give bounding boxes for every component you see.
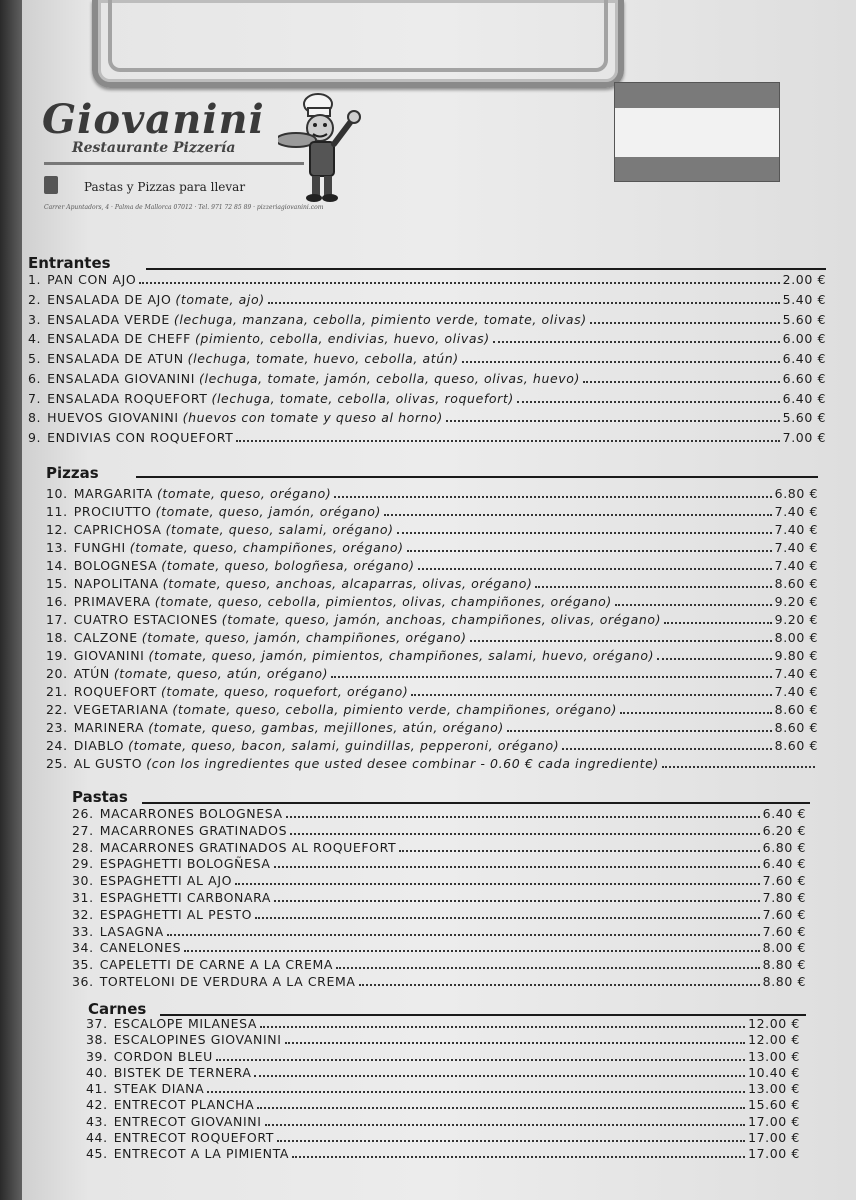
menu-item-price: 10.40 € bbox=[748, 1064, 800, 1080]
menu-item-price: 5.40 € bbox=[782, 291, 826, 307]
page-edge-shadow bbox=[0, 0, 22, 1200]
menu-item bbox=[28, 292, 826, 307]
menu-item bbox=[28, 312, 826, 327]
menu-item-number: 38. bbox=[86, 1032, 108, 1048]
menu-item-price: 5.60 € bbox=[782, 311, 826, 327]
menu-item-name: ESCALOPINES GIOVANINI bbox=[113, 1032, 282, 1048]
menu-item-price: 6.40 € bbox=[782, 390, 826, 406]
menu-item-name: PROCIUTTO bbox=[73, 504, 152, 519]
menu-item bbox=[28, 351, 826, 366]
menu-item-description: (tomate, queso, jamón, anchoas, champiñones, olivas, orégano) bbox=[221, 612, 662, 627]
menu-item-name: MACARRONES BOLOGNESA bbox=[99, 806, 283, 821]
dot-leader bbox=[615, 594, 772, 606]
menu-item bbox=[46, 738, 818, 753]
menu-item-number: 7. bbox=[28, 390, 42, 406]
menu-item-price: 6.40 € bbox=[762, 806, 806, 821]
menu-item-number: 20. bbox=[46, 666, 68, 681]
menu-item-number: 18. bbox=[46, 630, 68, 645]
menu-item bbox=[72, 856, 806, 871]
spanish-flag-icon bbox=[614, 82, 780, 182]
menu-item-price: 8.60 € bbox=[774, 720, 818, 735]
menu-item-name: DIABLO bbox=[73, 738, 125, 753]
dot-leader bbox=[359, 974, 760, 986]
menu-item-description: (con los ingredientes que usted desee combinar - 0.60 € cada ingrediente) bbox=[146, 756, 659, 771]
menu-item-number: 15. bbox=[46, 576, 68, 591]
brand-subtitle: Restaurante Pizzería bbox=[72, 140, 236, 156]
menu-item-name: MARGARITA bbox=[73, 486, 153, 501]
menu-item-name: ENSALADA ROQUEFORT bbox=[47, 390, 208, 406]
dot-leader bbox=[493, 331, 780, 343]
menu-item-price: 9.20 € bbox=[774, 594, 818, 609]
menu-item-name: ENSALADA DE AJO bbox=[47, 291, 172, 307]
menu-item-price: 8.60 € bbox=[774, 576, 818, 591]
brand-name: Giovanini bbox=[42, 96, 265, 143]
dot-leader bbox=[254, 1065, 745, 1077]
menu-item-name: ENDIVIAS CON ROQUEFORT bbox=[47, 430, 234, 445]
menu-item-price: 7.40 € bbox=[774, 504, 818, 519]
menu-item bbox=[86, 1097, 800, 1112]
menu-item-price: 8.00 € bbox=[774, 630, 818, 645]
menu-item bbox=[86, 1016, 800, 1031]
menu-item-number: 44. bbox=[86, 1129, 108, 1145]
menu-item-name: CALZONE bbox=[73, 630, 138, 645]
menu-item bbox=[28, 410, 826, 425]
dot-leader bbox=[507, 720, 772, 732]
menu-item-description: (tomate, queso, roquefort, orégano) bbox=[160, 684, 409, 699]
dot-leader bbox=[292, 1146, 745, 1158]
menu-item-number: 30. bbox=[72, 873, 94, 889]
menu-item bbox=[46, 486, 818, 501]
menu-item-description: (tomate, queso, anchoas, alcaparras, olivas, orégano) bbox=[162, 576, 533, 591]
menu-item-price: 6.40 € bbox=[782, 351, 826, 366]
menu-item-name: MARINERA bbox=[73, 720, 145, 735]
dot-leader bbox=[418, 558, 772, 570]
menu-item-number: 45. bbox=[86, 1146, 108, 1161]
menu-item-description: (tomate, queso, salami, orégano) bbox=[165, 522, 394, 537]
dot-leader bbox=[265, 1114, 746, 1126]
menu-item-name: MACARRONES GRATINADOS bbox=[99, 822, 288, 838]
menu-item bbox=[28, 331, 826, 346]
menu-item-name: ESPAGHETTI AL PESTO bbox=[99, 906, 253, 922]
menu-item-price: 13.00 € bbox=[748, 1081, 800, 1096]
dot-leader bbox=[235, 873, 760, 885]
menu-item-number: 4. bbox=[28, 331, 42, 347]
menu-item-price: 9.20 € bbox=[774, 612, 818, 627]
menu-item-price: 6.20 € bbox=[762, 822, 806, 838]
menu-item-name: ENSALADA GIOVANINI bbox=[47, 370, 196, 386]
menu-item bbox=[72, 974, 806, 989]
menu-item bbox=[86, 1130, 800, 1145]
menu-item-price: 17.00 € bbox=[748, 1146, 800, 1161]
menu-item-name: ENSALADA DE ATUN bbox=[47, 351, 184, 366]
menu-item-price: 6.80 € bbox=[774, 486, 818, 501]
menu-item-price: 6.40 € bbox=[762, 856, 806, 872]
menu-item-number: 26. bbox=[72, 806, 94, 821]
dot-leader bbox=[257, 1097, 745, 1109]
menu-item-description: (pimiento, cebolla, endivias, huevo, olivas) bbox=[194, 331, 490, 347]
menu-item-number: 14. bbox=[46, 558, 68, 573]
menu-item-name: STEAK DIANA bbox=[113, 1081, 205, 1096]
menu-item-name: ENTRECOT A LA PIMIENTA bbox=[113, 1146, 289, 1161]
menu-item-price: 7.40 € bbox=[774, 540, 818, 555]
takeaway-icon bbox=[44, 176, 58, 194]
menu-item-number: 8. bbox=[28, 410, 42, 426]
menu-item-number: 31. bbox=[72, 890, 94, 905]
menu-item-number: 32. bbox=[72, 906, 94, 922]
menu-item-description: (lechuga, tomate, jamón, cebolla, queso, olivas, huevo) bbox=[199, 370, 580, 386]
section-title-carnes: Carnes bbox=[88, 1000, 147, 1018]
dot-leader bbox=[462, 351, 780, 363]
dot-leader bbox=[620, 702, 772, 714]
menu-item-number: 21. bbox=[46, 684, 68, 699]
menu-item-name: ROQUEFORT bbox=[73, 684, 157, 699]
menu-item-price: 17.00 € bbox=[748, 1129, 800, 1145]
menu-item-description: (tomate, queso, jamón, orégano) bbox=[155, 504, 382, 519]
menu-item-name: HUEVOS GIOVANINI bbox=[47, 410, 179, 426]
menu-item-name: ATÚN bbox=[73, 666, 110, 681]
menu-item bbox=[72, 890, 806, 905]
menu-item bbox=[72, 806, 806, 821]
menu-item-price: 8.60 € bbox=[774, 702, 818, 717]
dot-leader bbox=[662, 756, 815, 768]
menu-item-name: ESPAGHETTI BOLOGÑESA bbox=[99, 856, 271, 872]
menu-item bbox=[72, 957, 806, 972]
dot-leader bbox=[590, 312, 780, 324]
menu-item-number: 9. bbox=[28, 430, 42, 445]
menu-item-price: 7.40 € bbox=[774, 684, 818, 699]
menu-item-price: 7.00 € bbox=[782, 430, 826, 445]
dot-leader bbox=[336, 957, 760, 969]
menu-item-name: ESPAGHETTI CARBONARA bbox=[99, 890, 272, 905]
menu-item-number: 36. bbox=[72, 974, 94, 989]
dot-leader bbox=[517, 391, 780, 403]
menu-item-name: CANELONES bbox=[99, 940, 182, 956]
menu-item-price: 6.80 € bbox=[762, 839, 806, 855]
menu-item-number: 23. bbox=[46, 720, 68, 735]
menu-item bbox=[46, 522, 818, 537]
menu-item-description: (tomate, queso, jamón, pimientos, champiñones, salami, huevo, orégano) bbox=[148, 648, 655, 663]
menu-item bbox=[46, 576, 818, 591]
section-rule-entrantes bbox=[146, 268, 826, 270]
menu-item-name: ENTRECOT GIOVANINI bbox=[113, 1113, 262, 1129]
menu-item-name: ESCALOPE MILANESA bbox=[113, 1016, 258, 1031]
menu-item-description: (tomate, ajo) bbox=[175, 291, 265, 307]
menu-item-number: 16. bbox=[46, 594, 68, 609]
section-title-pizzas: Pizzas bbox=[46, 464, 99, 482]
menu-item-number: 1. bbox=[28, 272, 42, 287]
menu-item-price: 17.00 € bbox=[748, 1113, 800, 1129]
chef-mascot-icon bbox=[278, 92, 378, 204]
menu-item-number: 41. bbox=[86, 1081, 108, 1096]
menu-item-description: (tomate, queso, gambas, mejillones, atún, orégano) bbox=[148, 720, 504, 735]
menu-item-name: PRIMAVERA bbox=[73, 594, 151, 609]
menu-item-name: LASAGNA bbox=[99, 923, 164, 939]
menu-item-description: (huevos con tomate y queso al horno) bbox=[182, 410, 443, 426]
menu-item-name: PAN CON AJO bbox=[47, 272, 137, 287]
menu-item bbox=[46, 630, 818, 645]
menu-item-price: 7.40 € bbox=[774, 558, 818, 573]
dot-leader bbox=[583, 371, 780, 383]
menu-item bbox=[46, 504, 818, 519]
dot-leader bbox=[331, 666, 772, 678]
dot-leader bbox=[277, 1130, 745, 1142]
menu-item-number: 24. bbox=[46, 738, 68, 753]
menu-item-description: (lechuga, manzana, cebolla, pimiento verde, tomate, olivas) bbox=[173, 311, 587, 327]
menu-item-number: 35. bbox=[72, 957, 94, 973]
menu-item-number: 12. bbox=[46, 522, 68, 537]
menu-item-description: (tomate, queso, champiñones, orégano) bbox=[129, 540, 404, 555]
menu-item-name: CUATRO ESTACIONES bbox=[73, 612, 218, 627]
menu-item-name: ENSALADA VERDE bbox=[47, 311, 170, 327]
dot-leader bbox=[255, 907, 760, 919]
menu-item-description: (lechuga, tomate, huevo, cebolla, atún) bbox=[187, 351, 459, 366]
dot-leader bbox=[657, 648, 772, 660]
menu-item-price: 12.00 € bbox=[748, 1016, 800, 1031]
menu-item bbox=[46, 648, 818, 663]
dot-leader bbox=[184, 940, 759, 952]
menu-item-price: 8.60 € bbox=[774, 738, 818, 753]
menu-item-number: 40. bbox=[86, 1064, 108, 1080]
menu-item-price: 12.00 € bbox=[748, 1032, 800, 1048]
menu-item-price: 2.00 € bbox=[782, 272, 826, 287]
brand-divider bbox=[44, 162, 304, 165]
dot-leader bbox=[285, 1032, 746, 1044]
menu-item-number: 42. bbox=[86, 1097, 108, 1113]
dot-leader bbox=[664, 612, 772, 624]
menu-item-price: 5.60 € bbox=[782, 410, 826, 426]
menu-item bbox=[46, 540, 818, 555]
menu-item-description: (tomate, queso, atún, orégano) bbox=[113, 666, 329, 681]
menu-item-number: 43. bbox=[86, 1113, 108, 1129]
menu-item-name: NAPOLITANA bbox=[73, 576, 159, 591]
menu-item bbox=[86, 1032, 800, 1047]
dot-leader bbox=[397, 522, 772, 534]
menu-item-name: VEGETARIANA bbox=[73, 702, 169, 717]
menu-item-price: 13.00 € bbox=[748, 1048, 800, 1064]
menu-item bbox=[86, 1146, 800, 1161]
menu-item-name: AL GUSTO bbox=[73, 756, 143, 771]
menu-item bbox=[46, 558, 818, 573]
menu-item-name: ENTRECOT ROQUEFORT bbox=[113, 1129, 274, 1145]
menu-item-name: GIOVANINI bbox=[73, 648, 145, 663]
menu-item bbox=[72, 873, 806, 888]
menu-item-name: CAPRICHOSA bbox=[73, 522, 162, 537]
menu-item bbox=[28, 371, 826, 386]
menu-item bbox=[86, 1049, 800, 1064]
menu-item-name: BOLOGNESA bbox=[73, 558, 158, 573]
menu-item-name: CORDON BLEU bbox=[113, 1048, 213, 1064]
menu-item-description: (lechuga, tomate, cebolla, olivas, roquefort) bbox=[211, 390, 514, 406]
menu-item-description: (tomate, queso, bologñesa, orégano) bbox=[161, 558, 415, 573]
section-rule-pastas bbox=[142, 802, 810, 804]
dot-leader bbox=[167, 924, 760, 936]
menu-item-number: 33. bbox=[72, 923, 94, 939]
menu-item bbox=[46, 720, 818, 735]
menu-item bbox=[86, 1065, 800, 1080]
dot-leader bbox=[139, 272, 779, 284]
menu-item-number: 22. bbox=[46, 702, 68, 717]
menu-item bbox=[86, 1081, 800, 1096]
menu-item bbox=[46, 756, 818, 771]
menu-item-description: (tomate, queso, bacon, salami, guindillas, pepperoni, orégano) bbox=[128, 738, 560, 753]
menu-item-number: 28. bbox=[72, 839, 94, 855]
dot-leader bbox=[260, 1016, 745, 1028]
menu-item bbox=[28, 391, 826, 406]
dot-leader bbox=[236, 430, 779, 442]
menu-item-number: 17. bbox=[46, 612, 68, 627]
dot-leader bbox=[407, 540, 772, 552]
brand-tagline: Pastas y Pizzas para llevar bbox=[84, 180, 246, 194]
clipboard-clip-inner bbox=[108, 0, 608, 72]
menu-item-price: 7.80 € bbox=[762, 890, 806, 905]
menu-item-price: 8.80 € bbox=[762, 974, 806, 989]
menu-item-name: FUNGHI bbox=[73, 540, 126, 555]
menu-item-number: 37. bbox=[86, 1016, 108, 1031]
menu-item-name: TORTELONI DE VERDURA A LA CREMA bbox=[99, 974, 356, 989]
menu-item-number: 19. bbox=[46, 648, 68, 663]
menu-item-number: 3. bbox=[28, 311, 42, 327]
menu-item-name: BISTEK DE TERNERA bbox=[113, 1064, 252, 1080]
section-title-pastas: Pastas bbox=[72, 788, 128, 806]
menu-item-name: ESPAGHETTI AL AJO bbox=[99, 873, 233, 889]
menu-item-number: 10. bbox=[46, 486, 68, 501]
menu-item bbox=[72, 924, 806, 939]
menu-item-number: 34. bbox=[72, 940, 94, 956]
menu-item bbox=[46, 612, 818, 627]
menu-item bbox=[86, 1114, 800, 1129]
menu-item bbox=[46, 702, 818, 717]
menu-item-price: 6.00 € bbox=[782, 331, 826, 347]
menu-item-price: 7.40 € bbox=[774, 666, 818, 681]
menu-item-number: 6. bbox=[28, 370, 42, 386]
menu-item-price: 7.60 € bbox=[762, 906, 806, 922]
menu-item bbox=[72, 840, 806, 855]
dot-leader bbox=[216, 1049, 745, 1061]
menu-item bbox=[46, 684, 818, 699]
dot-leader bbox=[207, 1081, 745, 1093]
menu-item bbox=[72, 823, 806, 838]
menu-item bbox=[46, 594, 818, 609]
dot-leader bbox=[411, 684, 771, 696]
menu-item bbox=[28, 272, 826, 287]
menu-item-number: 11. bbox=[46, 504, 68, 519]
menu-item-description: (tomate, queso, cebolla, pimiento verde, champiñones, orégano) bbox=[172, 702, 617, 717]
dot-leader bbox=[384, 504, 772, 516]
section-rule-pizzas bbox=[136, 476, 818, 478]
section-title-entrantes: Entrantes bbox=[28, 254, 111, 272]
menu-item-number: 39. bbox=[86, 1048, 108, 1064]
dot-leader bbox=[290, 823, 760, 835]
menu-item-price: 8.80 € bbox=[762, 957, 806, 973]
menu-item-number: 27. bbox=[72, 822, 94, 838]
dot-leader bbox=[446, 410, 780, 422]
dot-leader bbox=[535, 576, 771, 588]
dot-leader bbox=[399, 840, 759, 852]
menu-item-number: 2. bbox=[28, 291, 42, 307]
menu-item-name: ENTRECOT PLANCHA bbox=[113, 1097, 255, 1113]
menu-item-name: ENSALADA DE CHEFF bbox=[47, 331, 191, 347]
menu-item-name: CAPELETTI DE CARNE A LA CREMA bbox=[99, 957, 334, 973]
menu-item-price: 7.40 € bbox=[774, 522, 818, 537]
menu-item-number: 5. bbox=[28, 351, 42, 366]
menu-item-number: 13. bbox=[46, 540, 68, 555]
menu-item bbox=[72, 940, 806, 955]
menu-item-price: 7.60 € bbox=[762, 923, 806, 939]
brand-address: Carrer Apuntadors, 4 · Palma de Mallorca 07012 · Tel. 971 72 85 89 · pizzeriagiovanini.com bbox=[44, 204, 324, 211]
menu-item-name: MACARRONES GRATINADOS AL ROQUEFORT bbox=[99, 839, 397, 855]
menu-item-number: 25. bbox=[46, 756, 68, 771]
dot-leader bbox=[334, 486, 771, 498]
menu-item bbox=[46, 666, 818, 681]
menu-item bbox=[28, 430, 826, 445]
menu-item-price: 9.80 € bbox=[774, 648, 818, 663]
menu-item-price: 8.00 € bbox=[762, 940, 806, 956]
menu-item-price: 7.60 € bbox=[762, 873, 806, 889]
dot-leader bbox=[274, 856, 760, 868]
dot-leader bbox=[268, 292, 780, 304]
menu-item-description: (tomate, queso, cebolla, pimientos, olivas, champiñones, orégano) bbox=[154, 594, 612, 609]
menu-item-price: 15.60 € bbox=[748, 1097, 800, 1113]
menu-item bbox=[72, 907, 806, 922]
dot-leader bbox=[286, 806, 760, 818]
menu-item-description: (tomate, queso, jamón, champiñones, orégano) bbox=[141, 630, 467, 645]
menu-item-number: 29. bbox=[72, 856, 94, 872]
dot-leader bbox=[562, 738, 771, 750]
dot-leader bbox=[470, 630, 772, 642]
menu-item-description: (tomate, queso, orégano) bbox=[156, 486, 332, 501]
dot-leader bbox=[274, 890, 760, 902]
menu-item-price: 6.60 € bbox=[782, 370, 826, 386]
